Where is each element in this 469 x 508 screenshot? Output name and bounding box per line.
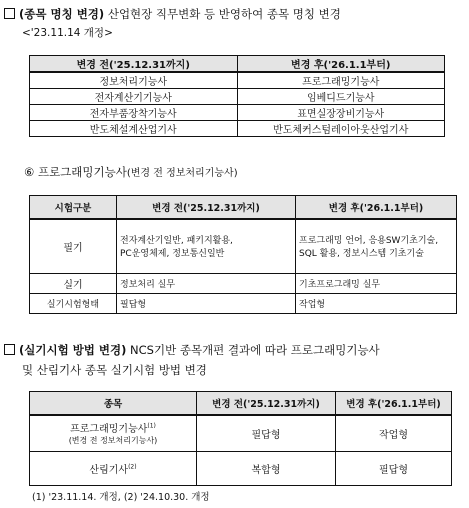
cell-before: 정보처리 실무 [117,273,296,293]
revision-date: <'23.11.14 개정> [22,27,113,39]
cell-after: 필답형 [336,451,452,485]
item-note: (변경 전 정보처리기능사) [68,436,158,446]
section-text-continued: 및 산림기사 종목 실기시험 방법 변경 [22,363,207,377]
section-subnote: (변경 전 정보처리기능사) [126,168,238,179]
cell-after [296,219,457,273]
table-row [30,89,445,105]
checkbox-square-icon [4,8,15,19]
cell-label: 실기시험형태 [30,293,117,313]
footnote-marker: (1) [147,422,156,430]
cell-after: 작업형 [336,415,452,451]
item-name: 산림기사 [89,464,129,476]
cell-label: 실기 [30,273,117,293]
cell-before: 전자부품장착기능사 [30,105,238,121]
cell-item [30,451,197,485]
section-title: (실기시험 방법 변경) [19,343,127,357]
table-row [30,273,457,293]
circled-number: ⑥ [24,165,35,179]
table-row [30,72,445,89]
cell-after: 표면실장장비기능사 [237,105,445,121]
header-before: 변경 전('25.12.31까지) [30,56,238,73]
exam-change-table [29,195,457,314]
cell-before: 복합형 [197,451,336,485]
item-name: 프로그래밍기능사 [70,424,148,436]
cell-line: SQL 활용, 정보시스템 기초기술 [299,249,424,260]
cell-before: 반도체설계산업기사 [30,121,238,137]
section-text: 산업현장 직무변화 등 반영하여 종목 명칭 변경 [104,7,341,21]
section-exam-method [4,342,380,358]
header-after: 변경 후('26.1.1부터) [336,392,452,416]
section-subtitle: 프로그래밍기능사 [37,165,127,179]
cell-after: 프로그래밍기능사 [237,72,445,89]
table-row [30,451,452,485]
section-title: (종목 명칭 변경) [19,7,105,21]
cell-before: 필답형 [197,415,336,451]
cell-before: 전자계산기기능사 [30,89,238,105]
footnote-marker: (2) [128,463,137,471]
exam-method-table [29,391,452,486]
cell-after: 반도체커스텀레이아웃산업기사 [237,121,445,137]
header-category: 시험구분 [30,196,117,220]
checkbox-square-icon [4,344,15,355]
cell-line: 프로그래밍 언어, 응용SW기초기술, [299,236,439,247]
section-programming [24,164,238,182]
cell-after: 작업형 [296,293,457,313]
cell-after: 기초프로그래밍 실무 [296,273,457,293]
cell-before [117,219,296,273]
table-row [30,105,445,121]
section-text: NCS기반 종목개편 결과에 따라 프로그래밍기능사 [126,343,380,357]
table-row [30,219,457,273]
name-change-table [29,55,445,137]
header-item: 종목 [30,392,197,416]
cell-line: 전자계산기일반, 패키지활용, [120,236,233,247]
table-row [30,293,457,313]
cell-after: 임베디드기능사 [237,89,445,105]
cell-before: 필답형 [117,293,296,313]
header-before: 변경 전('25.12.31까지) [117,196,296,220]
header-before: 변경 전('25.12.31까지) [197,392,336,416]
table-row [30,121,445,137]
cell-item [30,415,197,451]
footnote: (1) '23.11.14. 개정, (2) '24.10.30. 개정 [32,492,210,503]
cell-before: 정보처리기능사 [30,72,238,89]
header-after: 변경 후('26.1.1부터) [296,196,457,220]
cell-label: 필기 [30,219,117,273]
header-after: 변경 후('26.1.1부터) [237,56,445,73]
table-row [30,415,452,451]
section-name-change [4,6,341,22]
cell-line: PC운영체제, 정보통신일반 [120,249,225,260]
